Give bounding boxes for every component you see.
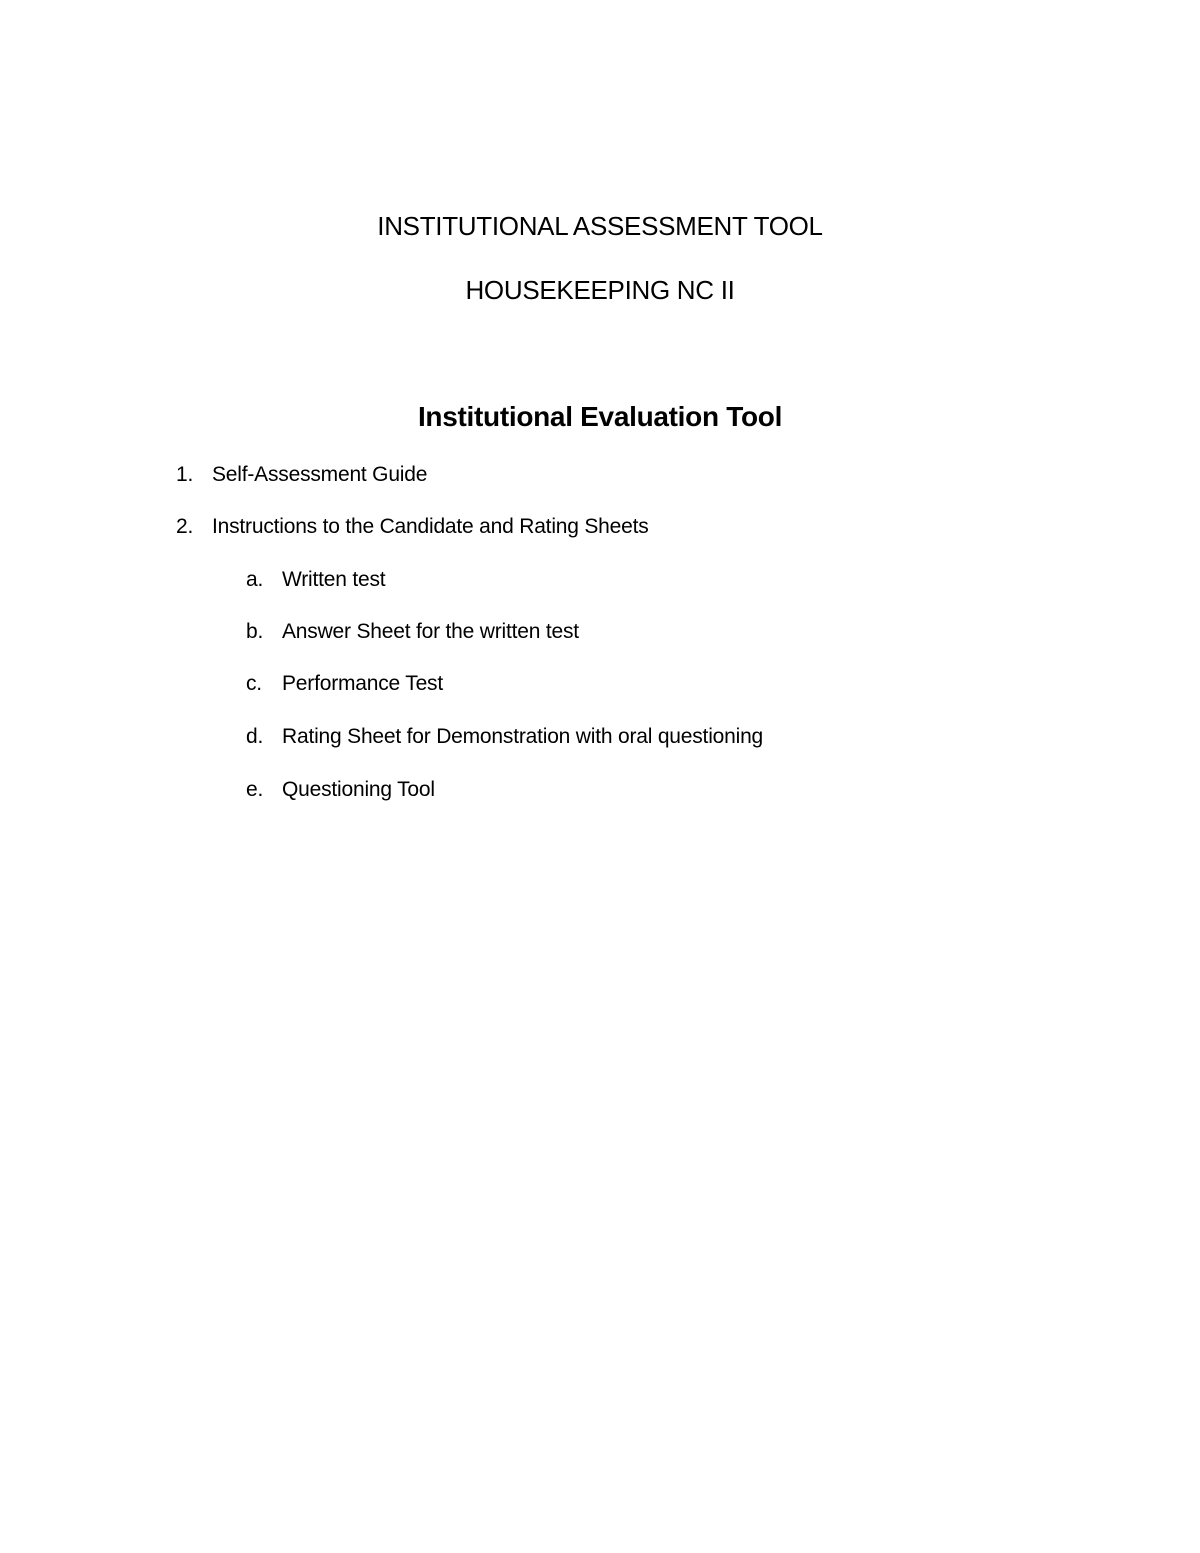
sub-list-item-letter: a. xyxy=(246,568,264,591)
sub-list-item-letter: b. xyxy=(246,620,264,643)
document-title: INSTITUTIONAL ASSESSMENT TOOL xyxy=(377,211,823,241)
list-item-number: 1. xyxy=(176,463,194,486)
sub-list-item-letter: d. xyxy=(246,725,264,748)
list-item-label: Self-Assessment Guide xyxy=(212,463,428,486)
sub-list-item-label: Rating Sheet for Demonstration with oral questioning xyxy=(282,725,764,748)
sub-list-item-label: Performance Test xyxy=(282,672,443,695)
sub-list-item-label: Questioning Tool xyxy=(282,778,435,801)
list-item-number: 2. xyxy=(176,515,194,538)
sub-list-item-letter: e. xyxy=(246,778,264,801)
section-heading: Institutional Evaluation Tool xyxy=(417,401,783,432)
sub-list-item-letter: c. xyxy=(246,672,262,695)
sub-list-item-label: Answer Sheet for the written test xyxy=(282,620,579,643)
list-item-label: Instructions to the Candidate and Rating Sheets xyxy=(212,515,649,538)
sub-list-item-label: Written test xyxy=(282,568,386,591)
document-subtitle: HOUSEKEEPING NC II xyxy=(465,275,735,305)
